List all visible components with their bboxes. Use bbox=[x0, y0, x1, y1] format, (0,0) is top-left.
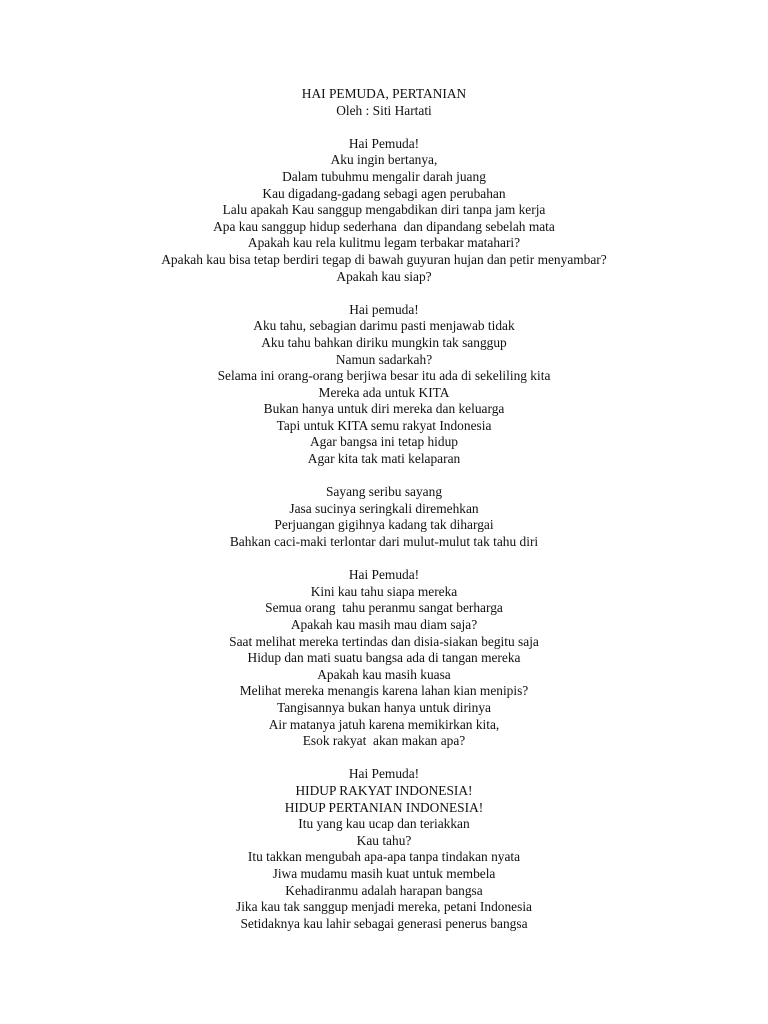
poem-line: Apa kau sanggup hidup sederhana dan dipandang sebelah mata bbox=[213, 218, 555, 234]
poem-line: Tangisannya bukan hanya untuk dirinya bbox=[276, 699, 491, 715]
poem-line: Agar kita tak mati kelaparan bbox=[307, 451, 461, 467]
poem-line: Semua orang tahu peranmu sangat berharga bbox=[265, 600, 503, 616]
poem-line: Mereka ada untuk KITA bbox=[318, 384, 450, 400]
poem-line: Bukan hanya untuk diri mereka dan keluarga bbox=[263, 401, 505, 417]
poem-line: Kini kau tahu siapa mereka bbox=[310, 583, 458, 599]
poem-line: Hai pemuda! bbox=[349, 301, 419, 317]
poem-author: Oleh : Siti Hartati bbox=[336, 102, 432, 118]
poem-line: HIDUP RAKYAT INDONESIA! bbox=[295, 782, 473, 798]
poem-line: Agar bangsa ini tetap hidup bbox=[309, 434, 458, 450]
stanza-3 bbox=[0, 484, 768, 550]
poem-line: Esok rakyat akan makan apa? bbox=[302, 733, 466, 749]
poem-line: Hai Pemuda! bbox=[348, 766, 420, 782]
poem-line: Itu takkan mengubah apa-apa tanpa tindakan nyata bbox=[247, 849, 521, 865]
poem-line: Namun sadarkah? bbox=[335, 351, 433, 367]
poem-line: Lalu apakah Kau sanggup mengabdikan diri tanpa jam kerja bbox=[222, 202, 546, 218]
poem-line: Hai Pemuda! bbox=[348, 567, 420, 583]
poem-line: Melihat mereka menangis karena lahan kian menipis? bbox=[239, 683, 529, 699]
poem-line: Apakah kau bisa tetap berdiri tegap di bawah guyuran hujan dan petir menyambar? bbox=[161, 251, 607, 267]
poem-line: Hidup dan mati suatu bangsa ada di tangan mereka bbox=[247, 650, 521, 666]
poem-line: Hai Pemuda! bbox=[348, 135, 420, 151]
poem-line: Apakah kau siap? bbox=[336, 268, 432, 284]
poem-page bbox=[0, 86, 768, 932]
poem-line: Jasa sucinya seringkali diremehkan bbox=[289, 500, 479, 516]
poem-line: Bahkan caci-maki terlontar dari mulut-mulut tak tahu diri bbox=[229, 534, 539, 550]
poem-line: Kau digadang-gadang sebagi agen perubahan bbox=[262, 185, 506, 201]
poem-line: Aku tahu bahkan diriku mungkin tak sanggup bbox=[261, 334, 507, 350]
poem-line: Dalam tubuhmu mengalir darah juang bbox=[282, 168, 486, 184]
poem-line: Perjuangan gigihnya kadang tak dihargai bbox=[274, 517, 494, 533]
poem-title: HAI PEMUDA, PERTANIAN bbox=[301, 86, 467, 101]
poem-heading bbox=[0, 86, 768, 119]
poem-line: Aku tahu, sebagian darimu pasti menjawab tidak bbox=[253, 318, 515, 334]
stanza-1 bbox=[0, 136, 768, 285]
poem-body bbox=[0, 136, 768, 933]
poem-line: Air matanya jatuh karena memikirkan kita, bbox=[268, 716, 500, 732]
poem-line: Selama ini orang-orang berjiwa besar itu ada di sekeliling kita bbox=[217, 368, 551, 384]
poem-line: Apakah kau masih mau diam saja? bbox=[290, 617, 478, 632]
poem-line: Aku ingin bertanya, bbox=[330, 152, 438, 168]
poem-line: Saat melihat mereka tertindas dan disia-siakan begitu saja bbox=[229, 633, 539, 649]
stanza-5 bbox=[0, 766, 768, 932]
poem-line: Apakah kau masih kuasa bbox=[317, 666, 451, 682]
poem-line: Sayang seribu sayang bbox=[325, 484, 443, 500]
poem-line: Kehadiranmu adalah harapan bangsa bbox=[285, 882, 483, 898]
stanza-2 bbox=[0, 302, 768, 468]
poem-line: HIDUP PERTANIAN INDONESIA! bbox=[284, 799, 484, 815]
poem-line: Jika kau tak sanggup menjadi mereka, petani Indonesia bbox=[236, 899, 532, 915]
poem-line: Jiwa mudamu masih kuat untuk membela bbox=[272, 865, 496, 881]
poem-line: Setidaknya kau lahir sebagai generasi penerus bangsa bbox=[240, 915, 528, 931]
poem-line: Tapi untuk KITA semu rakyat Indonesia bbox=[276, 417, 492, 433]
poem-line: Apakah kau rela kulitmu legam terbakar matahari? bbox=[247, 235, 521, 251]
poem-line: Itu yang kau ucap dan teriakkan bbox=[298, 816, 470, 832]
poem-line: Kau tahu? bbox=[356, 832, 412, 848]
stanza-4 bbox=[0, 567, 768, 750]
